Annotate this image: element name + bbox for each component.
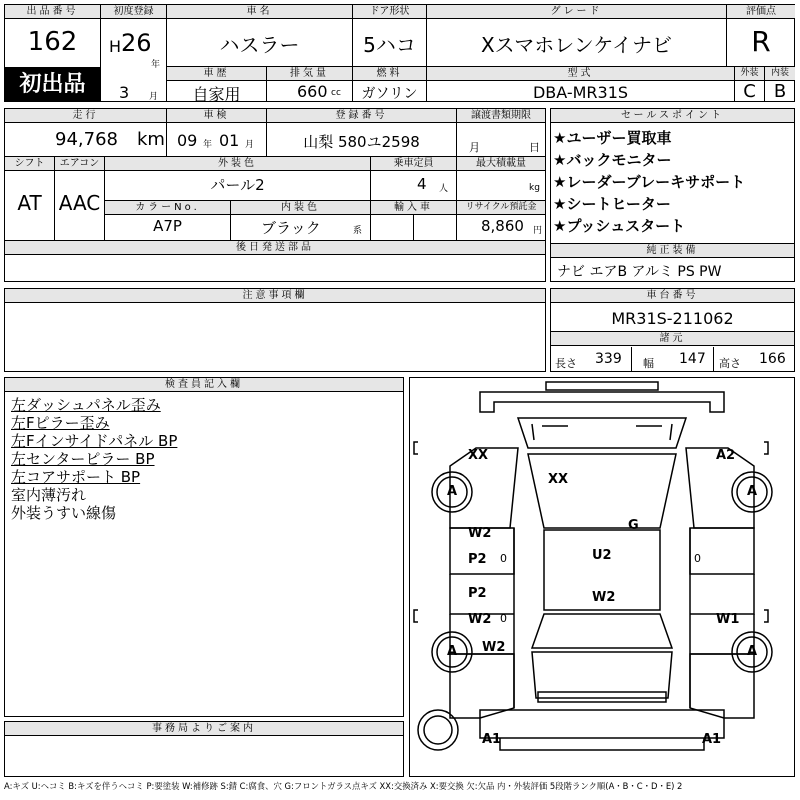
insp-month: 01 bbox=[219, 131, 240, 150]
inspector-label: 検査員記入欄 bbox=[5, 378, 403, 392]
lot-number: 162 bbox=[27, 27, 78, 57]
displacement: 660 bbox=[297, 82, 328, 101]
inspector-note: 外装うすい線傷 bbox=[11, 504, 117, 522]
displacement-cell bbox=[267, 67, 353, 102]
model-cell bbox=[427, 67, 735, 102]
capacity-cell bbox=[371, 157, 457, 201]
details-box bbox=[4, 108, 546, 282]
specs-label: 諸元 bbox=[551, 331, 794, 346]
car-diagram-box bbox=[409, 377, 795, 777]
selling-points-label: セールスポイント bbox=[551, 109, 794, 123]
damage-mark: 0 bbox=[694, 552, 701, 565]
shift: AT bbox=[17, 191, 42, 215]
damage-mark: P2 bbox=[468, 586, 487, 601]
reg-no: 山梨 580ユ2598 bbox=[303, 133, 420, 151]
office-box bbox=[4, 721, 404, 777]
inspector-notes bbox=[11, 396, 177, 522]
transfer-label: 譲渡書類期限 bbox=[457, 109, 545, 123]
first-reg-cell bbox=[101, 5, 167, 102]
grade: Xスマホレンケイナビ bbox=[480, 33, 672, 57]
inspection-label: 車検 bbox=[167, 109, 266, 123]
capacity-unit: 人 bbox=[439, 184, 449, 194]
inspector-note: 左Fピラー歪み bbox=[11, 414, 110, 432]
recycle-unit: 円 bbox=[533, 226, 543, 236]
score: R bbox=[751, 25, 771, 58]
damage-mark: XX bbox=[468, 448, 489, 463]
interior-cell bbox=[765, 67, 795, 102]
ac: AAC bbox=[58, 191, 101, 215]
ext-color-cell bbox=[105, 157, 371, 201]
damage-mark: 0 bbox=[500, 612, 507, 625]
caution-box bbox=[4, 288, 546, 372]
door-label: ドア形状 bbox=[353, 5, 426, 19]
car-diagram bbox=[410, 378, 794, 776]
car-name: ハスラー bbox=[219, 33, 300, 57]
fuel: ガソリン bbox=[361, 86, 418, 102]
door-type: 5ハコ bbox=[363, 33, 416, 57]
damage-mark: A1 bbox=[482, 732, 502, 747]
chassis-box bbox=[550, 288, 795, 372]
ext-color-label: 外装色 bbox=[105, 157, 370, 171]
recycle-cell bbox=[457, 201, 545, 241]
int-color-label: 内装色 bbox=[231, 201, 370, 215]
fuel-cell bbox=[353, 67, 427, 102]
inspector-note: 左センターピラー BP bbox=[11, 450, 155, 468]
era: H bbox=[109, 37, 122, 56]
year-unit: 年 bbox=[151, 60, 161, 70]
damage-mark: W2 bbox=[468, 612, 492, 627]
selling-point: ★バックモニター bbox=[553, 151, 672, 169]
recycle: 8,860 bbox=[481, 217, 524, 235]
ext-color: パール2 bbox=[210, 176, 265, 194]
car-name-cell bbox=[167, 5, 353, 67]
office-label: 事務局よりご案内 bbox=[5, 722, 403, 736]
model: DBA-MR31S bbox=[532, 83, 629, 102]
equipment: ナビ エアB アルミ PS PW bbox=[557, 264, 722, 280]
month-unit: 月 bbox=[149, 92, 159, 102]
chassis-number: MR31S-211062 bbox=[611, 309, 734, 328]
specs-row bbox=[551, 347, 794, 371]
mileage-label: 走行 bbox=[5, 109, 166, 123]
fuel-label: 燃料 bbox=[353, 67, 426, 81]
equipment-label: 純正装備 bbox=[551, 243, 794, 258]
import-label: 輸入車 bbox=[371, 201, 456, 215]
capacity: 4 bbox=[417, 175, 427, 193]
color-no-label: カラーNo. bbox=[105, 201, 230, 215]
int-color-unit: 系 bbox=[353, 226, 363, 236]
interior-grade: B bbox=[773, 81, 787, 102]
interior-label: 内装 bbox=[765, 67, 795, 81]
header-box bbox=[4, 4, 795, 102]
first-reg-label: 初度登録 bbox=[101, 5, 166, 19]
int-color: ブラック bbox=[261, 219, 321, 237]
later-parts-label: 後日発送部品 bbox=[5, 241, 545, 255]
inspector-note: 左Fインサイドパネル BP bbox=[11, 432, 178, 450]
exterior-grade: C bbox=[743, 81, 756, 102]
capacity-label: 乗車定員 bbox=[371, 157, 456, 171]
inspection-cell bbox=[167, 109, 267, 157]
int-color-cell bbox=[231, 201, 371, 241]
shift-cell bbox=[5, 157, 55, 241]
insp-year-unit: 年 bbox=[203, 140, 213, 150]
grade-label: グレード bbox=[427, 5, 726, 19]
history: 自家用 bbox=[192, 85, 241, 104]
caution-label: 注意事項欄 bbox=[5, 289, 545, 303]
damage-mark: W2 bbox=[482, 640, 506, 655]
lot-cell bbox=[5, 5, 101, 67]
selling-point: ★プッシュスタート bbox=[553, 217, 686, 235]
reg-year: 26 bbox=[121, 29, 152, 57]
damage-mark: W1 bbox=[716, 612, 740, 627]
length: 339 bbox=[595, 351, 622, 367]
tire-mark: A bbox=[447, 644, 458, 659]
selling-points-list bbox=[553, 127, 793, 237]
damage-mark: XX bbox=[548, 472, 569, 487]
reg-no-cell bbox=[267, 109, 457, 157]
inspector-note: 左コアサポート BP bbox=[11, 468, 141, 486]
transfer-month-unit: 月 bbox=[469, 141, 480, 154]
import-cell bbox=[371, 201, 457, 241]
grade-cell bbox=[427, 5, 727, 67]
displacement-label: 排気量 bbox=[267, 67, 352, 81]
reg-no-label: 登録番号 bbox=[267, 109, 456, 123]
selling-point: ★シートヒーター bbox=[553, 195, 671, 213]
inspector-box bbox=[4, 377, 404, 717]
height: 166 bbox=[759, 351, 786, 367]
width-label: 幅 bbox=[643, 357, 654, 370]
inspector-note: 室内薄汚れ bbox=[11, 486, 87, 504]
selling-point: ★ユーザー買取車 bbox=[553, 129, 672, 147]
tire-mark: A bbox=[747, 644, 758, 659]
score-label: 評価点 bbox=[727, 5, 795, 19]
transfer-cell bbox=[457, 109, 545, 157]
lot-label: 出品番号 bbox=[5, 5, 100, 19]
insp-year: 09 bbox=[177, 131, 198, 150]
damage-mark: W2 bbox=[592, 590, 616, 605]
load-unit: kg bbox=[529, 183, 540, 193]
damage-mark: A1 bbox=[702, 732, 722, 747]
damage-mark: W2 bbox=[468, 526, 492, 541]
shift-label: シフト bbox=[5, 157, 54, 171]
tire-mark: A bbox=[747, 484, 758, 499]
color-no: A7P bbox=[153, 217, 182, 235]
damage-mark: 0 bbox=[500, 552, 507, 565]
door-cell bbox=[353, 5, 427, 67]
length-label: 長さ bbox=[555, 357, 577, 370]
reg-month: 3 bbox=[119, 83, 130, 102]
selling-points-box bbox=[550, 108, 795, 282]
load-cell bbox=[457, 157, 545, 201]
recycle-label: リサイクル預託金 bbox=[457, 201, 545, 215]
mileage-cell bbox=[5, 109, 167, 157]
chassis-label: 車台番号 bbox=[551, 289, 794, 303]
model-label: 型式 bbox=[427, 67, 734, 81]
car-name-label: 車名 bbox=[167, 5, 352, 19]
insp-month-unit: 月 bbox=[245, 140, 255, 150]
displacement-unit: cc bbox=[331, 88, 341, 98]
damage-mark: P2 bbox=[468, 552, 487, 567]
score-cell bbox=[727, 5, 795, 67]
tire-mark: A bbox=[447, 484, 458, 499]
ac-label: エアコン bbox=[55, 157, 104, 171]
damage-mark: U2 bbox=[592, 548, 612, 563]
color-no-cell bbox=[105, 201, 231, 241]
history-cell bbox=[167, 67, 267, 102]
mileage-unit: km bbox=[137, 129, 165, 150]
history-label: 車歴 bbox=[167, 67, 266, 81]
width: 147 bbox=[679, 351, 706, 367]
mileage: 94,768 bbox=[55, 129, 118, 150]
first-listing-badge: 初出品 bbox=[5, 67, 101, 102]
damage-mark: A2 bbox=[716, 448, 736, 463]
damage-mark: G bbox=[628, 518, 639, 533]
exterior-cell bbox=[735, 67, 765, 102]
footer-legend: A:キズ U:ヘコミ B:キズを伴うヘコミ P:要塗装 W:補修跡 S:錆 C:腐食、穴 G:フロントガラス点キズ XX:交換済み X:要交換 欠:欠品 内・外装評価 5段階ランク順(A・B・C・D・E) 2 bbox=[4, 781, 683, 791]
inspector-note: 左ダッシュパネル歪み bbox=[11, 396, 161, 414]
selling-point: ★レーダーブレーキサポート bbox=[553, 173, 746, 191]
exterior-label: 外装 bbox=[735, 67, 764, 81]
height-label: 高さ bbox=[719, 357, 741, 370]
transfer-day-unit: 日 bbox=[529, 141, 540, 154]
load-label: 最大積載量 bbox=[457, 157, 545, 171]
ac-cell bbox=[55, 157, 105, 241]
